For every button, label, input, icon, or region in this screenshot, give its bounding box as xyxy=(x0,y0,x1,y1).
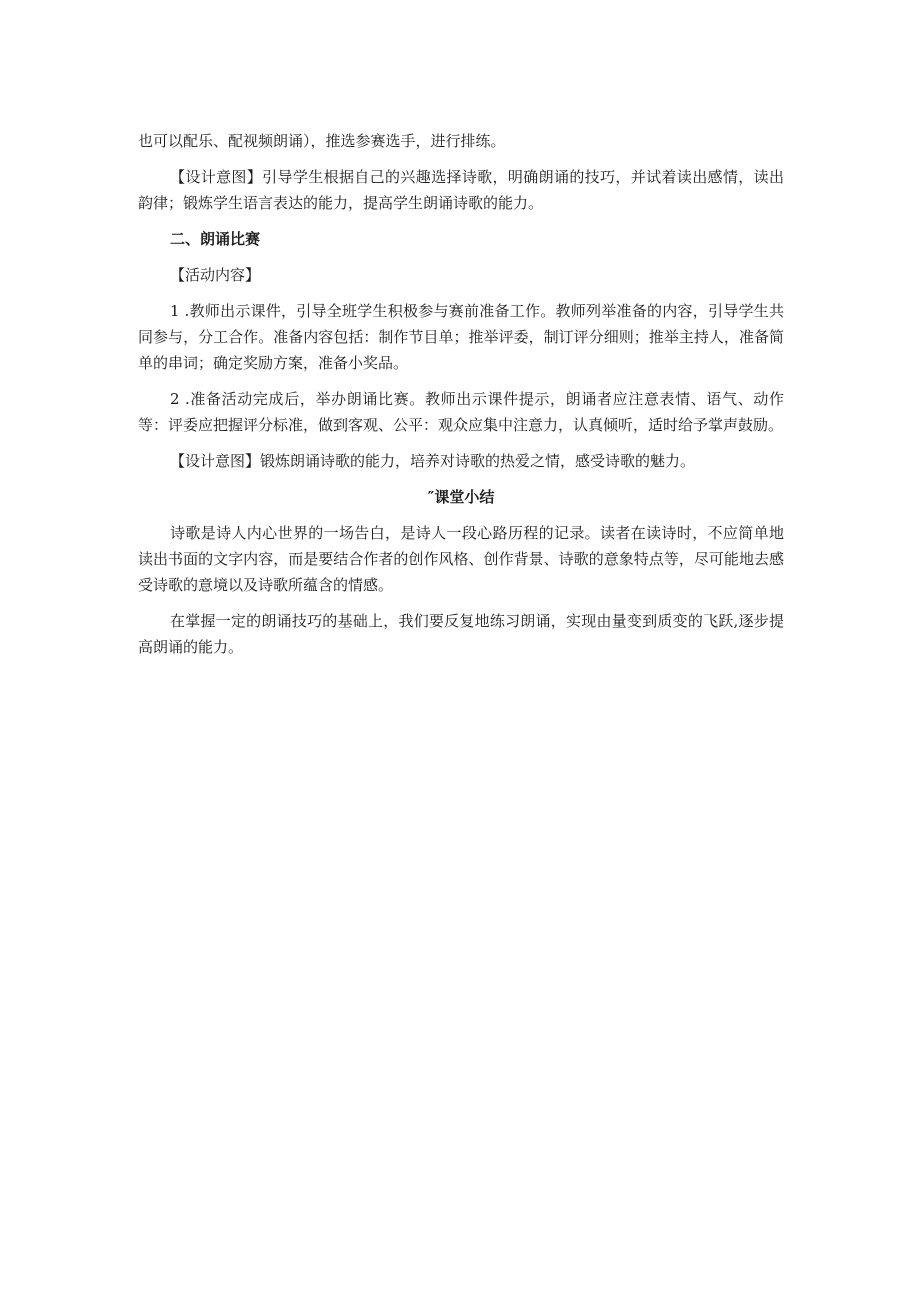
paragraph-item-2: 2 .准备活动完成后，举办朗诵比赛。教师出示课件提示，朗诵者应注意表情、语气、动作等：评委应把握评分标准，做到客观、公平：观众应集中注意力，认真倾听，适时给予掌声鼓励。 xyxy=(138,390,784,434)
section-heading-class-summary: ″课堂小结 xyxy=(427,488,495,506)
paragraph-activity-content: 【活动内容】 xyxy=(170,266,261,284)
paragraph-continued: 也可以配乐、配视频朗诵），推选参赛选手，进行排练。 xyxy=(138,132,506,150)
section-heading-recitation-contest: 二、朗诵比赛 xyxy=(170,230,261,248)
paragraph-item-1: 1 .教师出示课件，引导全班学生积极参与赛前准备工作。教师列举准备的内容，引导学生共同参与，分工合作。准备内容包括：制作节目单；推举评委，制订评分细则；推举主持人，准备简单的串词；确定奖励方案，准备小奖品。 xyxy=(138,302,784,372)
paragraph-summary-2: 在掌握一定的朗诵技巧的基础上，我们要反复地练习朗诵，实现由量变到质变的飞跃,逐步提高朗诵的能力。 xyxy=(138,612,784,656)
paragraph-summary-1: 诗歌是诗人内心世界的一场告白，是诗人一段心路历程的记录。读者在读诗时，不应简单地读出书面的文字内容，而是要结合作者的创作风格、创作背景、诗歌的意象特点等，尽可能地去感受诗歌的意境以及诗歌所蕴含的情感。 xyxy=(138,524,784,594)
document-page xyxy=(138,128,784,670)
paragraph-design-intent-1: 【设计意图】引导学生根据自己的兴趣选择诗歌，明确朗诵的技巧，并试着读出感情，读出韵律；锻炼学生语言表达的能力，提高学生朗诵诗歌的能力。 xyxy=(138,168,784,212)
paragraph-design-intent-2: 【设计意图】锻炼朗诵诗歌的能力，培养对诗歌的热爱之情，感受诗歌的魅力。 xyxy=(170,452,696,470)
